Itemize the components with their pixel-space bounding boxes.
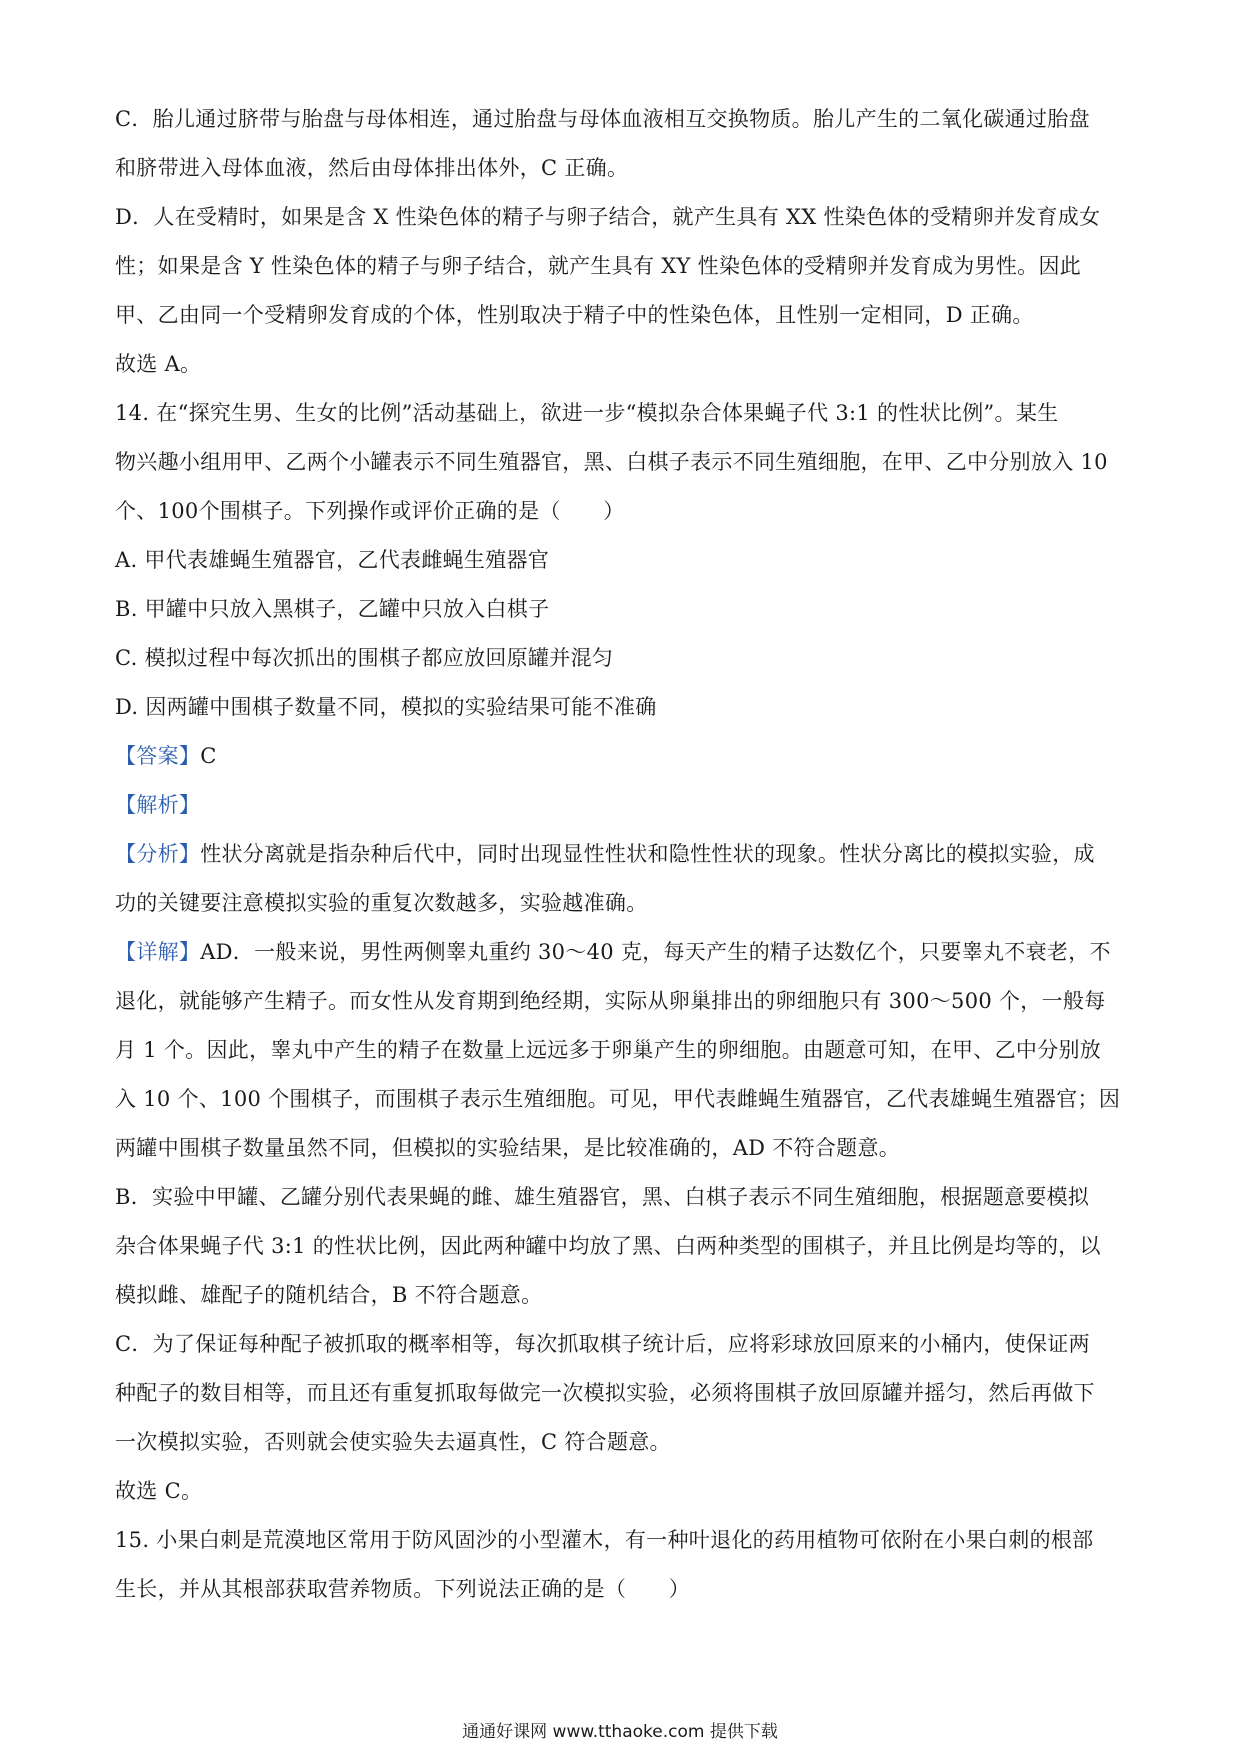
xiangjie-line: [115, 937, 1111, 967]
answer-label: 【答案】: [115, 744, 201, 768]
question-15-stem: 15. 小果白刺是荒漠地区常用于防风固沙的小型灌木，有一种叶退化的药用植物可依附在小果白刺的根部: [115, 1528, 1094, 1552]
xiangjie-label: 【详解】: [115, 940, 201, 964]
option-d: D. 因两罐中围棋子数量不同，模拟的实验结果可能不准确: [115, 695, 657, 719]
xiangjie-text: 杂合体果蝇子代 3:1 的性状比例，因此两种罐中均放了黑、白两种类型的围棋子，并且比例是均等的，以: [115, 1234, 1101, 1258]
xiangjie-text: 月 1 个。因此，睾丸中产生的精子在数量上远远多于卵巢产生的卵细胞。由题意可知，在甲、乙中分别放: [115, 1038, 1102, 1062]
text-line: 性；如果是含 Y 性染色体的精子与卵子结合，就产生具有 XY 性染色体的受精卵并发育成为男性。因此: [115, 254, 1082, 278]
xiangjie-text: AD．一般来说，男性两侧睾丸重约 30～40 克，每天产生的精子达数亿个，只要睾丸不衰老，不: [200, 940, 1111, 964]
xiangjie-text: 一次模拟实验，否则就会使实验失去逼真性，C 符合题意。: [115, 1430, 671, 1454]
text-line: 甲、乙由同一个受精卵发育成的个体，性别取决于精子中的性染色体，且性别一定相同，D 正确。: [115, 303, 1034, 327]
xiangjie-text: 入 10 个、100 个围棋子，而围棋子表示生殖细胞。可见，甲代表雌蝇生殖器官，乙代表雄蝇生殖器官；因: [115, 1087, 1121, 1111]
xiangjie-text: 两罐中围棋子数量虽然不同，但模拟的实验结果，是比较准确的，AD 不符合题意。: [115, 1136, 901, 1160]
xiangjie-text: B．实验中甲罐、乙罐分别代表果蝇的雌、雄生殖器官，黑、白棋子表示不同生殖细胞，根据题意要模拟: [115, 1185, 1090, 1209]
text-line: C．胎儿通过脐带与胎盘与母体相连，通过胎盘与母体血液相互交换物质。胎儿产生的二氧化碳通过胎盘: [115, 107, 1090, 131]
xiangjie-text: 退化，就能够产生精子。而女性从发育期到绝经期，实际从卵巢排出的卵细胞只有 300～500 个，一般每: [115, 989, 1106, 1013]
conclusion-text: 故选 C。: [115, 1479, 203, 1503]
fenxi-label: 【分析】: [115, 842, 201, 866]
fenxi-line: [115, 839, 1095, 869]
question-14-stem: 个、100个围棋子。下列操作或评价正确的是（ ）: [115, 499, 625, 523]
answer-value: C: [200, 744, 217, 768]
text-line: 和脐带进入母体血液，然后由母体排出体外，C 正确。: [115, 156, 629, 180]
page-footer: 通通好课网 www.tthaoke.com 提供下载: [462, 1722, 778, 1742]
fenxi-text: 功的关键要注意模拟实验的重复次数越多，实验越准确。: [115, 891, 648, 915]
xiangjie-text: 种配子的数目相等，而且还有重复抓取每做完一次模拟实验，必须将围棋子放回原罐并摇匀，然后再做下: [115, 1381, 1095, 1405]
question-15-stem: 生长，并从其根部获取营养物质。下列说法正确的是（ ）: [115, 1577, 691, 1601]
option-b: B. 甲罐中只放入黑棋子，乙罐中只放入白棋子: [115, 597, 550, 621]
text-line: 故选 A。: [115, 352, 202, 376]
option-a: A. 甲代表雄蝇生殖器官，乙代表雌蝇生殖器官: [115, 548, 550, 572]
question-14-stem: 14. 在“探究生男、生女的比例”活动基础上，欲进一步“模拟杂合体果蝇子代 3:1 的性状比例”。某生: [115, 401, 1059, 425]
xiangjie-text: C．为了保证每种配子被抓取的概率相等，每次抓取棋子统计后，应将彩球放回原来的小桶内，使保证两: [115, 1332, 1090, 1356]
analysis-heading: [115, 790, 200, 820]
answer-line: [115, 741, 217, 771]
fenxi-text: 性状分离就是指杂种后代中，同时出现显性性状和隐性性状的现象。性状分离比的模拟实验，成: [200, 842, 1095, 866]
option-c: C. 模拟过程中每次抓出的围棋子都应放回原罐并混匀: [115, 646, 614, 670]
text-line: D．人在受精时，如果是含 X 性染色体的精子与卵子结合，就产生具有 XX 性染色体的受精卵并发育成女: [115, 205, 1101, 229]
question-14-stem: 物兴趣小组用甲、乙两个小罐表示不同生殖器官，黑、白棋子表示不同生殖细胞，在甲、乙中分别放入 10: [115, 450, 1108, 474]
xiangjie-text: 模拟雌、雄配子的随机结合，B 不符合题意。: [115, 1283, 543, 1307]
analysis-label: 【解析】: [115, 793, 201, 817]
